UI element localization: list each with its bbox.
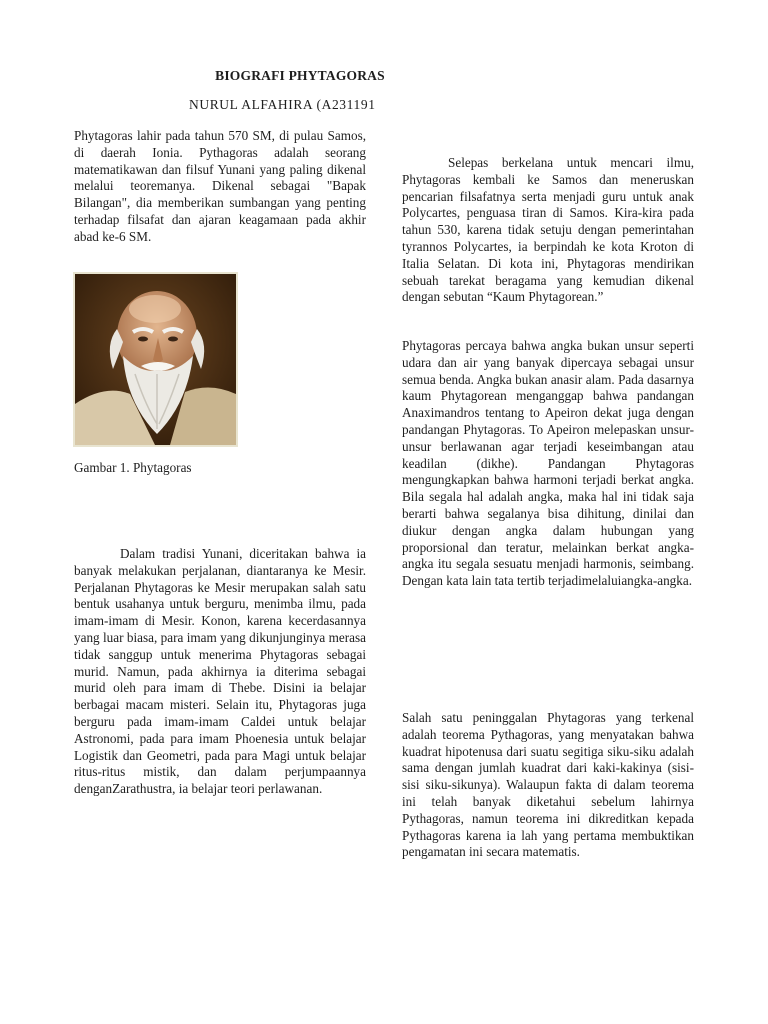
document-title: BIOGRAFI PHYTAGORAS [215, 68, 385, 83]
pythagoras-portrait [73, 272, 238, 447]
belief-paragraph: Phytagoras percaya bahwa angka bukan unsur seperti udara dan air yang banyak dipercaya sebagai unsur semua benda. Angka bukan anasir alam. Pada dasarnya kaum Phytagorean menganggap bahwa pandangan Anaximandros tentang to Apeiron dekat juga dengan pandangan Phytagoras. To Apeiron melepaskan unsur-unsur berlawanan agar terjadi keseimbangan atau keadilan (dikhe). Pandangan Phytagoras mengungkapkan bahwa harmoni terjadi berkat angka. Bila segala hal adalah angka, maka hal ini tidak saja berarti bahwa segalanya bisa dihitung, dinilai dan diukur dengan angka dalam hubungan yang proporsional dan teratur, melainkan berkat angka-angka itu segala sesuatu menjadi harmonis, seimbang. Dengan kata lain tata tertib terjadimelaluiangka-angka. [402, 338, 694, 589]
travel-paragraph: Dalam tradisi Yunani, diceritakan bahwa ia banyak melakukan perjalanan, diantaranya ke Mesir. Perjalanan Phytagoras ke Mesir merupakan salah satu bentuk usahanya untuk berguru, menimba ilmu, pada imam-imam di Mesir. Konon, karena kecerdasannya yang luar biasa, para imam yang dikunjunginya merasa tidak sanggup untuk menerima Phytagoras sebagai murid. Namun, pada akhirnya ia diterima sebagai murid oleh para imam di Thebe. Disini ia belajar berbagai macam misteri. Selain itu, Phytagoras juga berguru pada imam-imam Caldei untuk belajar Astronomi, pada para imam Phoenesia untuk belajar Logistik dan Geometri, pada para Magi untuk belajar ritus-ritus mistik, dan dalam perjumpaannya denganZarathustra, ia belajar teori perlawanan. [74, 546, 366, 797]
figure-caption: Gambar 1. Phytagoras [74, 460, 192, 475]
author-line: NURUL ALFAHIRA (A231191 [189, 97, 376, 112]
theorem-paragraph: Salah satu peninggalan Phytagoras yang terkenal adalah teorema Pythagoras, yang menyatakan bahwa kuadrat hipotenusa dari suatu segitiga siku-siku adalah sama dengan jumlah kuadrat dari kaki-kakinya (sisi-sisi siku-sikunya). Walaupun fakta di dalam teorema ini telah banyak diketahui sebelum lahirnya Pythagoras, namun teorema ini dikreditkan kepada Pythagoras karena ia lah yang pertama membuktikan pengamatan ini secara matematis. [402, 710, 694, 860]
return-paragraph: Selepas berkelana untuk mencari ilmu, Phytagoras kembali ke Samos dan meneruskan pencarian filsafatnya serta menjadi guru untuk anak Polycartes, penguasa tiran di Samos. Kira-kira pada tahun 530, karena tidak setuju dengan pemerintahan tyrannos Polycartes, ia berpindah ke kota Kroton di Italia Selatan. Di kota ini, Phytagoras mendirikan sebuah tarekat beragama yang kemudian dikenal dengan sebutan “Kaum Phytagorean.” [402, 155, 694, 305]
intro-paragraph: Phytagoras lahir pada tahun 570 SM, di pulau Samos, di daerah Ionia. Pythagoras adalah seorang matematikawan dan filsuf Yunani yang paling dikenal melalui teoremanya. Dikenal sebagai "Bapak Bilangan", dia memberikan sumbangan yang penting terhadap filsafat dan ajaran keagamaan pada akhir abad ke-6 SM. [74, 128, 366, 244]
